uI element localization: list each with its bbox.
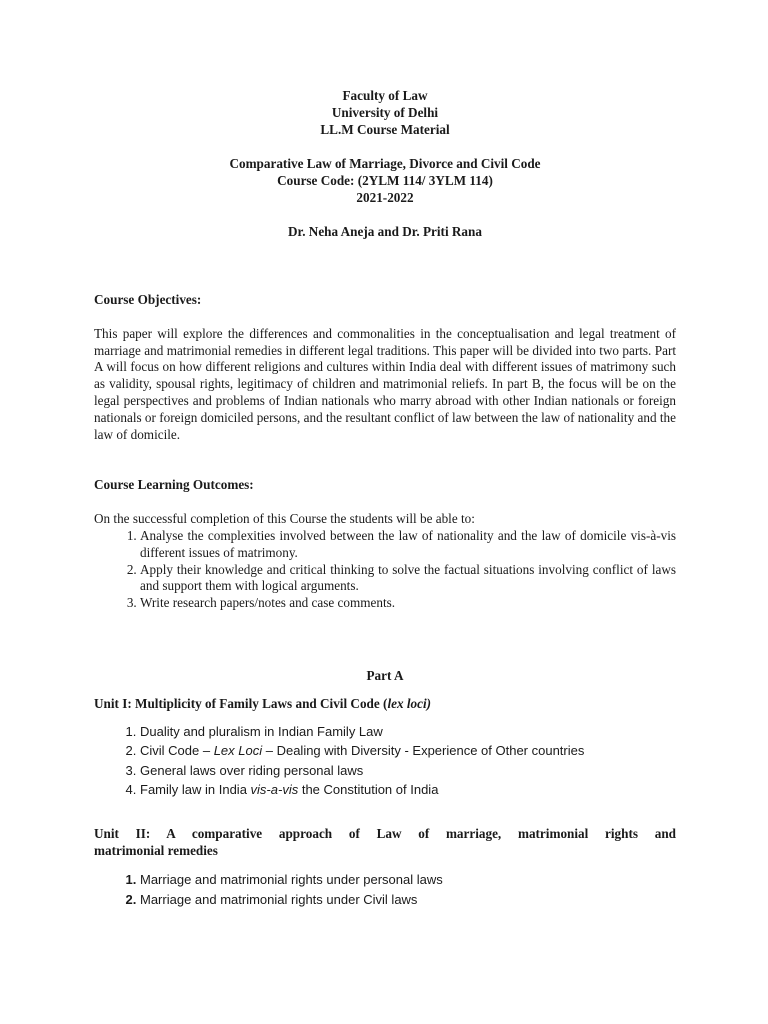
- unit-1-item: 3. General laws over riding personal laws: [140, 761, 676, 781]
- unit-2-item: 1. Marriage and matrimonial rights under personal laws: [140, 870, 676, 890]
- unit-1-item: 4. Family law in India vis-a-vis the Constitution of India: [140, 780, 676, 800]
- academic-session: 2021-2022: [356, 190, 414, 205]
- authors: Dr. Neha Aneja and Dr. Priti Rana: [288, 224, 482, 239]
- course-code: Course Code: (2YLM 114/ 3YLM 114): [277, 173, 493, 188]
- unit-2-heading: [94, 826, 676, 860]
- outcome-item: 1. Analyse the complexities involved between the law of nationality and the law of domicile vis-à-vis different issues of matrimony.: [140, 528, 676, 562]
- unit-1-heading-italic: lex loci): [387, 695, 432, 711]
- objectives-text: This paper will explore the differences and commonalities in the conceptualisation and legal treatment of marriage and matrimonial remedies in different legal traditions. This paper will be divided into two parts. Part A will focus on how different religions and cultures within India deal with different issues of matrimony such as validity, spousal rights, legitimacy of children and matrimonial reliefs. In part B, the focus will be on the legal perspectives and problems of Indian nationals who marry abroad with other Indian nationals or foreign nationals or foreign domiciled persons, and the resultant conflict of law between the law of nationality and the law of domicile.: [94, 325, 676, 442]
- faculty-name: Faculty of Law: [342, 88, 428, 103]
- unit-1-heading-text: Unit I: Multiplicity of Family Laws and Civil Code (: [94, 695, 388, 711]
- unit-2-list: [94, 870, 676, 910]
- unit-1-heading: [94, 696, 676, 713]
- university-name: University of Delhi: [331, 105, 439, 120]
- unit-2-heading-line-1: Unit II: A comparative approach of Law of marriage, matrimonial rights and: [94, 825, 676, 841]
- unit-1-list: [94, 722, 676, 800]
- unit-1-item: 2. Civil Code – Lex Loci – Dealing with Diversity - Experience of Other countries: [140, 741, 676, 761]
- unit-2-item: 2. Marriage and matrimonial rights under Civil laws: [140, 890, 676, 910]
- outcomes-intro: On the successful completion of this Course the students will be able to:: [94, 511, 475, 527]
- document-page: [94, 88, 676, 910]
- outcomes-heading: Course Learning Outcomes:: [94, 477, 254, 493]
- unit-2-heading-line-2: matrimonial remedies: [94, 842, 218, 858]
- document-header: [94, 88, 676, 241]
- course-title: Comparative Law of Marriage, Divorce and Civil Code: [229, 156, 541, 171]
- unit-1-item: 1. Duality and pluralism in Indian Family Law: [140, 722, 676, 742]
- objectives-heading: Course Objectives:: [94, 292, 202, 307]
- outcome-item: 3. Write research papers/notes and case comments.: [140, 595, 676, 612]
- outcomes-list: [94, 528, 676, 612]
- part-a-heading: Part A: [366, 667, 404, 683]
- outcome-item: 2. Apply their knowledge and critical thinking to solve the factual situations involving conflict of laws and support them with logical arguments.: [140, 562, 676, 596]
- course-material-label: LL.M Course Material: [320, 122, 450, 137]
